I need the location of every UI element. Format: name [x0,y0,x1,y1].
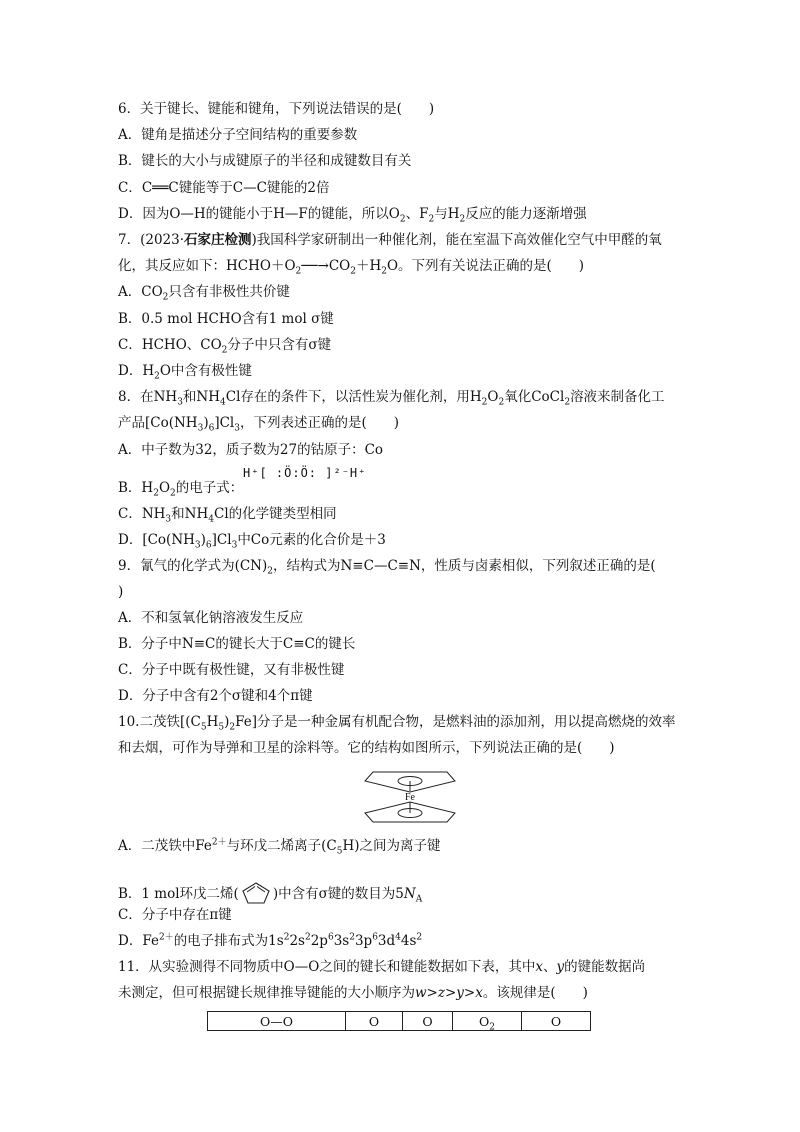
q6-option-b: B．键长的大小与成键原子的半径和成键数目有关 [118,153,412,169]
q10-stem-line2: 和去烟，可作为导弹和卫星的涂料等。它的结构如图所示，下列说法正确的是( ) [118,740,615,756]
q6-option-d: D．因为O—H的键能小于H—F的键能，所以$O_2$、$F_2$与$H_2$反应的能力逐渐增强 [118,206,587,225]
q8-option-c: C．$NH_3$和$NH_4Cl$的化学键类型相同 [118,506,337,525]
q7-option-c: C．HCHO、$CO_2$分子中只含有σ键 [118,337,332,356]
q10-option-b: B．1 mol环戊二烯( )中含有σ键的数目为$5N_A$ [118,880,690,906]
q10-option-c: C．分子中存在π键 [118,907,232,923]
q11-stem-line2: 未测定，但可根据键长规律推导键能的大小顺序为w>z>y>x。该规律是( ) [118,985,588,1001]
table-header-cell: O [403,1012,453,1031]
q8-option-b: B．$H_2O_2$的电子式： [118,480,244,499]
q10-option-d: D．$Fe^{2+}$的电子排布式为$1s^22s^22p^63s^23p^63d^44s^2$ [118,932,423,949]
q7-stem-line2: 化，其反应如下：$HCHO+O_2──\to CO_2+H_2O$。下列有关说法正确的是( ) [118,258,585,277]
q9-option-c: C．分子中既有极性键，又有非极性键 [118,662,345,678]
table-header-cell: O—O [208,1012,346,1031]
q6-option-c: C．C══C键能等于C—C键能的2倍 [118,180,330,196]
q7-option-d: D．$H_2O$中含有极性键 [118,363,252,382]
q10-stem-line1: 10.二茂铁$[(C_5H_5)_2Fe]$分子是一种金属有机配合物，是燃料油的添加剂，用以提高燃烧的效率 [118,714,676,733]
ferrocene-structure-figure [355,764,465,830]
q7-option-a: A．$CO_2$只含有非极性共价键 [118,284,290,303]
q9-option-d: D．分子中含有2个σ键和4个π键 [118,688,313,704]
q8-stem-line1: 8．在$NH_3$和$NH_4Cl$存在的条件下，以活性炭为催化剂，用$H_2O_2$氧化CoCl$_2$溶液来制备化工 [118,389,665,408]
fe-atom-label: Fe [405,792,415,803]
q8-option-a: A．中子数为32，质子数为27的钴原子：Co [118,442,384,458]
q9-option-a: A．不和氢氧化钠溶液发生反应 [118,610,304,626]
cyclopentadiene-ring-icon [239,880,273,906]
bond-data-table [207,1011,591,1031]
table-header-cell: O [522,1012,591,1031]
q8-stem-line2: 产品$[Co(NH_3)_6]Cl_3$，下列表述正确的是( ) [118,415,400,434]
q8-option-d: D．$[Co(NH_3)_6]Cl_3$中Co元素的化合价是＋3 [118,532,386,551]
q9-stem-line2: ) [118,584,124,600]
q11-stem-line1: 11．从实验测得不同物质中O—O之间的键长和键能数据如下表，其中x、y的键能数据尚 [118,959,646,975]
q9-stem-line1: 9．氰气的化学式为$(CN)_2$，结构式为N≡C—C≡N，性质与卤素相似，下列叙述正确的是( [118,558,656,577]
q10-option-a: A．二茂铁中$Fe^{2+}$与环戊二烯离子$(C_5H)$之间为离子键 [118,837,441,857]
table-header-row [208,1012,591,1031]
q9-option-b: B．分子中N≡C的键长大于C≡C的键长 [118,636,356,652]
q6-option-a: A．键角是描述分子空间结构的重要参数 [118,127,358,143]
h2o2-electron-formula: H⁺[ :Ö:Ö: ]²⁻H⁺ [243,466,367,480]
q6-stem: 6．关于键长、键能和键角，下列说法错误的是( ) [118,101,435,117]
table-header-cell: $O_2$ [453,1012,522,1031]
table-header-cell: O [346,1012,403,1031]
q7-option-b: B．0.5 mol HCHO含有1 mol σ键 [118,311,334,327]
q7-source: 石家庄检测 [184,232,252,248]
q7-stem-line1: 7．(2023·石家庄检测)我国科学家研制出一种催化剂，能在室温下高效催化空气中甲醛的氧 [118,232,662,248]
